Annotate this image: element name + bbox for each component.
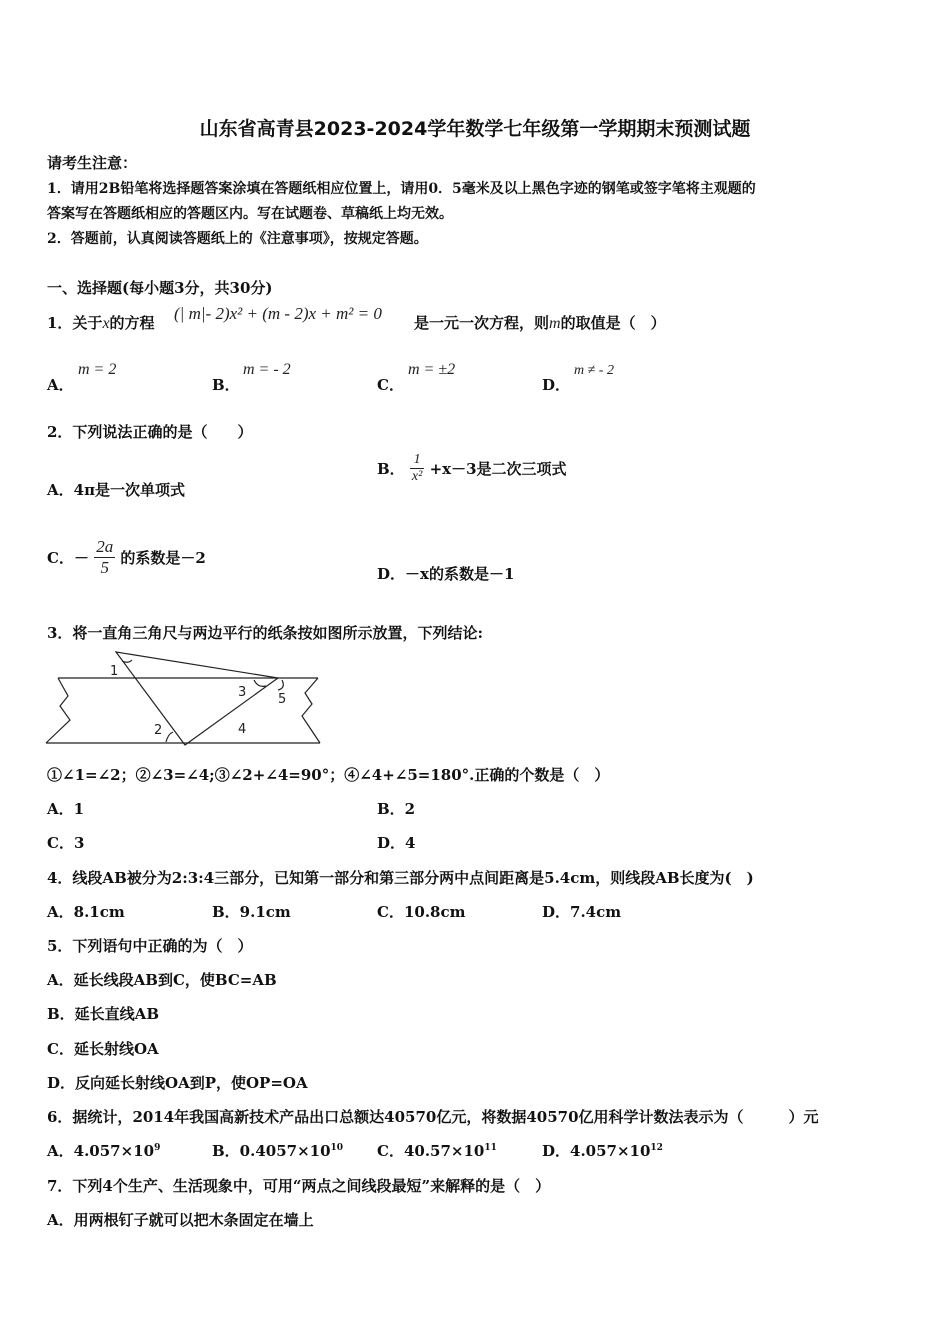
- q2-option-b-denominator: x²: [411, 469, 423, 484]
- q1-option-d-label: D．: [542, 376, 571, 394]
- q1-suffix: [414, 312, 666, 333]
- q3-option-d: D．4: [377, 834, 416, 852]
- q2-option-a: A．4π是一次单项式: [47, 481, 186, 499]
- label-angle-4: 4: [238, 722, 247, 737]
- q6-option-d: [542, 1140, 663, 1161]
- angle-2-arc: [166, 732, 173, 742]
- label-angle-3: 3: [238, 685, 247, 700]
- q1-equation: (| m|- 2)x² + (m - 2)x + m² = 0: [174, 304, 382, 323]
- strip-left-tear: [46, 678, 70, 743]
- q3-statement: ①∠1=∠2；②∠3=∠4;③∠2+∠4=90°；④∠4+∠5=180°.正确的个数是（ ）: [47, 766, 610, 784]
- q6-option-c-base: C．40.57×10: [377, 1142, 485, 1160]
- q3-figure: [40, 648, 330, 750]
- q2-option-c-label: C．－: [47, 549, 89, 567]
- q2-option-d: D．－x的系数是－1: [377, 565, 515, 583]
- q6-option-a: [47, 1140, 160, 1161]
- q1-suffix2: 的取值是（ ）: [560, 314, 666, 332]
- q1-option-a-label: A．: [47, 376, 74, 394]
- q6-option-a-exp: 9: [154, 1143, 161, 1153]
- q2-option-c-denominator: 5: [100, 558, 109, 577]
- q3-stem: 3．将一直角三角尺与两边平行的纸条按如图所示放置，下列结论:: [47, 624, 483, 642]
- triangle-ruler: [116, 652, 278, 745]
- q5-stem: 5．下列语句中正确的为（ ）: [47, 937, 253, 955]
- notice-heading: 请考生注意：: [47, 154, 138, 172]
- q6-option-c-exp: 11: [484, 1143, 497, 1153]
- q2-stem: 2．下列说法正确的是（ ）: [47, 423, 253, 441]
- q1-suffix-text: 是一元一次方程，则: [414, 314, 550, 332]
- q2-option-b-label: B．: [377, 460, 405, 478]
- q1-option-c: m = ±2: [408, 361, 456, 378]
- strip-right-tear: [302, 678, 320, 743]
- q1-option-a: m = 2: [78, 361, 117, 378]
- q7-option-a: A．用两根钉子就可以把木条固定在墙上: [47, 1211, 314, 1229]
- q1-var-x: x: [102, 315, 110, 332]
- q5-option-b: B．延长直线AB: [47, 1005, 159, 1023]
- q2-option-c-tail: 的系数是－2: [120, 549, 206, 567]
- q3-option-a: A．1: [47, 800, 85, 818]
- angle-3-arc: [254, 680, 266, 686]
- notice-item2: 2．答题前，认真阅读答题纸上的《注意事项》，按规定答题。: [47, 231, 428, 247]
- q5-option-c: C．延长射线OA: [47, 1040, 159, 1058]
- q6-option-c: [377, 1140, 497, 1161]
- q1-stem: [47, 312, 155, 333]
- q4-option-c: C．10.8cm: [377, 903, 466, 921]
- notice-item1-line2: 答案写在答题纸相应的答题区内。写在试题卷、草稿纸上均无效。: [47, 206, 453, 222]
- notice-item1-line1: 1．请用2B铅笔将选择题答案涂填在答题纸相应位置上，请用0．5毫米及以上黑色字迹的钢笔或签字笔将主观题的: [47, 181, 756, 197]
- q3-option-b: B．2: [377, 800, 416, 818]
- q4-stem: 4．线段AB被分为2:3:4三部分，已知第一部分和第三部分两中点间距离是5.4cm，则线段AB长度为( ): [47, 869, 754, 887]
- q2-option-b-numerator: 1: [410, 452, 424, 469]
- q7-stem: 7．下列4个生产、生活现象中，可用“两点之间线段最短”来解释的是（ ）: [47, 1177, 551, 1195]
- label-angle-1: 1: [110, 664, 119, 679]
- q1-option-c-label: C．: [377, 376, 404, 394]
- q2-option-c-fraction: [94, 537, 115, 578]
- q6-option-a-base: A．4.057×10: [47, 1142, 155, 1160]
- q6-option-d-exp: 12: [650, 1143, 663, 1153]
- q5-option-d: D．反向延长射线OA到P，使OP=OA: [47, 1074, 308, 1092]
- q6-option-b-base: B．0.4057×10: [212, 1142, 331, 1160]
- section-heading: 一、选择题(每小题3分，共30分): [47, 279, 273, 297]
- q6-option-b-exp: 10: [330, 1143, 344, 1153]
- q6-option-b: [212, 1140, 343, 1161]
- q2-option-b-tail: +x－3是二次三项式: [429, 460, 567, 478]
- q1-prefix: 1．关于: [47, 314, 103, 332]
- q3-option-c: C．3: [47, 834, 85, 852]
- q4-option-d: D．7.4cm: [542, 903, 622, 921]
- q2-option-b-fraction: [410, 452, 424, 485]
- page-title: 山东省高青县2023-2024学年数学七年级第一学期期末预测试题: [199, 118, 751, 140]
- q6-stem: 6．据统计，2014年我国高新技术产品出口总额达40570亿元，将数据40570亿用科学计数法表示为（ ）元: [47, 1108, 819, 1126]
- q2-option-b: [377, 452, 567, 485]
- angle-5-arc: [278, 680, 283, 690]
- q2-option-c-numerator: 2a: [96, 537, 114, 556]
- angle-1-arc: [122, 660, 132, 662]
- q4-option-b: B．9.1cm: [212, 903, 291, 921]
- q1-var-m: m: [549, 315, 561, 332]
- q4-option-a: A．8.1cm: [47, 903, 125, 921]
- q1-option-b-label: B．: [212, 376, 240, 394]
- q1-option-b: m = - 2: [243, 361, 291, 378]
- q6-option-d-base: D．4.057×10: [542, 1142, 651, 1160]
- q1-option-d: m ≠ - 2: [574, 363, 614, 378]
- q5-option-a: A．延长线段AB到C，使BC=AB: [47, 971, 277, 989]
- q1-mid: 的方程: [109, 314, 155, 332]
- label-angle-5: 5: [278, 692, 287, 707]
- q2-option-c: [47, 537, 206, 578]
- label-angle-2: 2: [154, 723, 163, 738]
